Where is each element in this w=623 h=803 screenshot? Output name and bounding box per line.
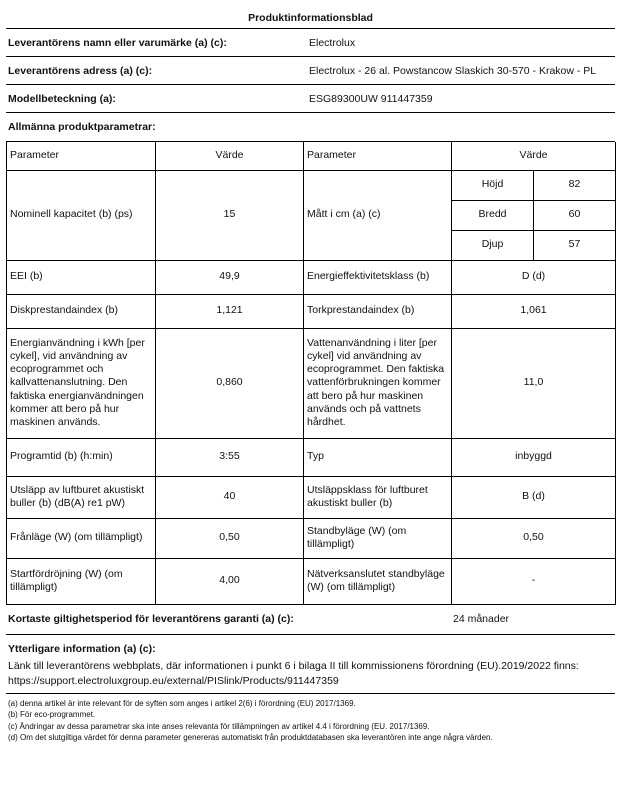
cleaning-index-value: 1,121: [156, 294, 304, 328]
column-header-value: Värde: [156, 142, 304, 170]
warranty-value: 24 månader: [453, 613, 510, 625]
additional-information: [6, 635, 615, 694]
section-title: Allmänna produktparametrar:: [6, 113, 615, 142]
warranty-row: [6, 605, 615, 635]
sheet-title: Produktinformationsblad: [6, 8, 615, 29]
footnote-b: (b) För eco-programmet.: [8, 710, 96, 719]
off-mode-value: 0,50: [156, 518, 304, 558]
supplier-address-row: [6, 57, 615, 85]
noise-class-value: B (d): [452, 476, 616, 518]
standby-value: 0,50: [452, 518, 616, 558]
water-use-label: Vattenanvändning i liter [per cykel] vid användning av ecoprogrammet. Den faktiska vattenförbrukningen kommer att bero på hur maskinen används och på vattnets hårdhet.: [304, 328, 452, 438]
noise-value: 40: [156, 476, 304, 518]
energy-use-value: 0,860: [156, 328, 304, 438]
width-value: 60: [534, 200, 616, 230]
noise-label: Utsläpp av luftburet akustiskt buller (b) (dB(A) re1 pW): [7, 476, 156, 518]
supplier-name-row: [6, 29, 615, 57]
supplier-address-label: Leverantörens adress (a) (c):: [8, 64, 153, 77]
table-row: [7, 558, 616, 604]
noise-class-label: Utsläppsklass för luftburet akustiskt buller (b): [304, 476, 452, 518]
column-header-parameter-2: Parameter: [304, 142, 452, 170]
table-row: [7, 438, 616, 476]
width-label: Bredd: [452, 200, 534, 230]
delay-start-label: Startfördröjning (W) (om tillämpligt): [7, 558, 156, 604]
type-value: inbyggd: [452, 438, 616, 476]
program-time-label: Programtid (b) (h:min): [7, 438, 156, 476]
energy-use-label: Energianvändning i kWh [per cykel], vid användning av ecoprogrammet och kallvattenanslutning. Den faktiska energianvändningen kommer att bero på hur maskinen används.: [7, 328, 156, 438]
column-header-parameter: Parameter: [7, 142, 156, 170]
height-label: Höjd: [452, 171, 534, 201]
energy-class-label: Energieffektivitetsklass (b): [304, 260, 452, 294]
depth-label: Djup: [452, 230, 534, 260]
capacity-label: Nominell kapacitet (b) (ps): [7, 170, 156, 260]
product-information-sheet: [6, 8, 615, 748]
footnote-c: (c) Ändringar av dessa parametrar ska inte anses relevanta för tillämpningen av artikel 4.4 i förordning (EU. 2017/1369.: [8, 721, 430, 731]
table-row: [7, 518, 616, 558]
drying-index-label: Torkprestandaindex (b): [304, 294, 452, 328]
table-row: [7, 328, 616, 438]
eei-label: EEI (b): [7, 260, 156, 294]
table-row: [7, 476, 616, 518]
footnote-a: (a) denna artikel är inte relevant för de syften som anges i artikel 2(6) i förordning (EU) 2017/1369.: [8, 698, 356, 708]
cleaning-index-label: Diskprestandaindex (b): [7, 294, 156, 328]
supplier-name-value: Electrolux: [309, 36, 356, 49]
model-value: ESG89300UW 911447359: [309, 92, 433, 105]
additional-information-text: Länk till leverantörens webbplats, där informationen i punkt 6 i bilaga II till kommissionens förordning (EU).2019/2022 finns: https://support.electroluxgroup.eu/external/PISlink/Products/911447359: [8, 659, 579, 687]
model-label: Modellbeteckning (a):: [8, 92, 116, 105]
parameters-table: [6, 142, 616, 605]
footnotes: [6, 694, 615, 748]
footnote-d: (d) Om det slutgiltiga värdet för denna parameter genereras automatiskt från produktdatabasen ska leverantören inte ange några värden.: [8, 733, 493, 742]
standby-label: Standbyläge (W) (om tillämpligt): [304, 518, 452, 558]
drying-index-value: 1,061: [452, 294, 616, 328]
supplier-name-label: Leverantörens namn eller varumärke (a) (c):: [8, 36, 227, 49]
dimensions-label: Mått i cm (a) (c): [304, 170, 452, 260]
additional-information-heading: Ytterligare information (a) (c):: [8, 642, 156, 655]
table-row: [7, 170, 616, 260]
table-row: [7, 294, 616, 328]
capacity-value: 15: [156, 170, 304, 260]
eei-value: 49,9: [156, 260, 304, 294]
type-label: Typ: [304, 438, 452, 476]
networked-standby-value: -: [452, 558, 616, 604]
off-mode-label: Frånläge (W) (om tillämpligt): [7, 518, 156, 558]
depth-value: 57: [568, 238, 581, 251]
table-header-row: [7, 142, 616, 170]
networked-standby-label: Nätverksanslutet standbyläge (W) (om tillämpligt): [304, 558, 452, 604]
energy-class-value: D (d): [452, 260, 616, 294]
height-value: 82: [534, 171, 616, 201]
model-row: [6, 85, 615, 113]
program-time-value: 3:55: [156, 438, 304, 476]
dimensions-cell: [452, 170, 616, 260]
table-row: [7, 260, 616, 294]
water-use-value: 11,0: [452, 328, 616, 438]
delay-start-value: 4,00: [156, 558, 304, 604]
warranty-label: Kortaste giltighetsperiod för leverantörens garanti (a) (c):: [8, 613, 294, 625]
column-header-value-2: Värde: [452, 142, 616, 170]
supplier-address-value: Electrolux - 26 al. Powstancow Slaskich 30-570 - Krakow - PL: [309, 64, 597, 77]
dimensions-subtable: [452, 171, 615, 260]
